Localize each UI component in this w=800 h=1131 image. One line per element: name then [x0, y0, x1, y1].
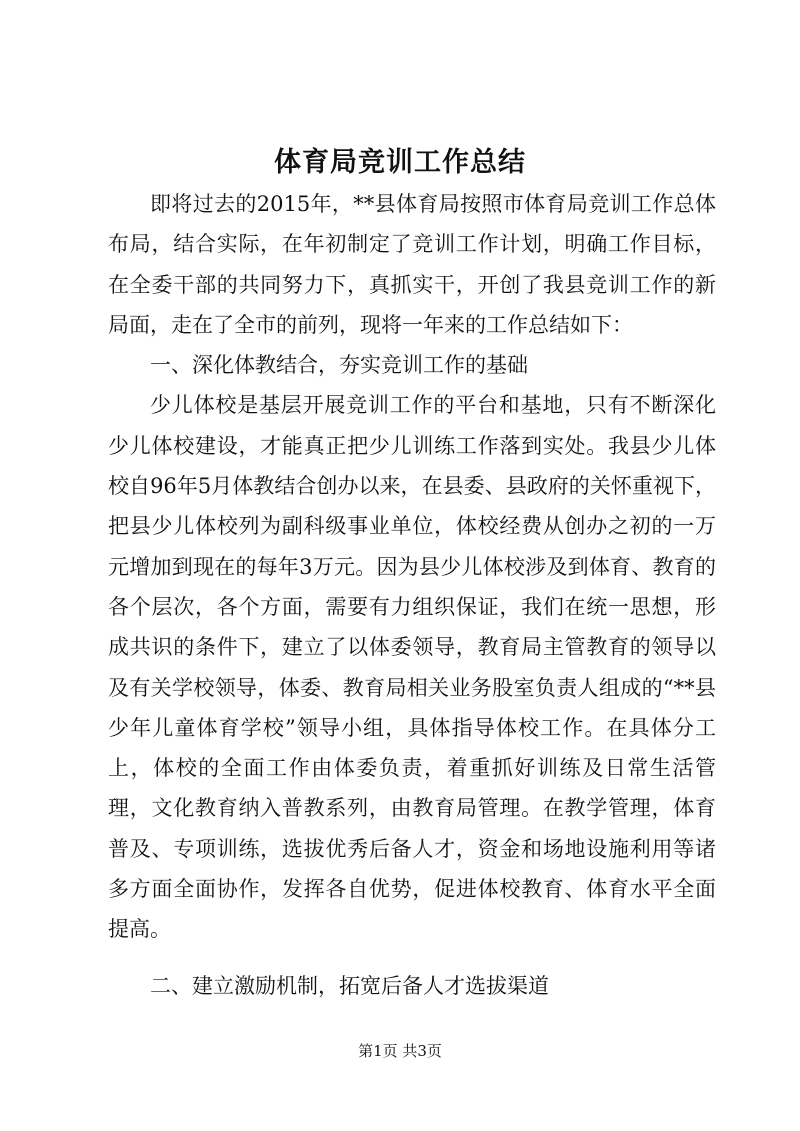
section-1-paragraph: 少儿体校是基层开展竞训工作的平台和基地，只有不断深化少儿体校建设，才能真正把少儿训练工作落到实处。我县少儿体校自96年5月体教结合创办以来，在县委、县政府的关怀重视下，把县少儿体校列为副科级事业单位，体校经费从创办之初的一万元增加到现在的每年3万元。因为县少儿体校涉及到体育、教育的各个层次，各个方面，需要有力组织保证，我们在统一思想，形成共识的条件下，建立了以体委领导，教育局主管教育的领导以及有关学校领导，体委、教育局相关业务股室负责人组成的“**县少年儿童体育学校”领导小组，具体指导体校工作。在具体分工上，体校的全面工作由体委负责，着重抓好训练及日常生活管理，文化教育纳入普教系列，由教育局管理。在教学管理，体育普及、专项训练，选拔优秀后备人才，资金和场地设施利用等诸多方面全面协作，发挥各自优势，促进体校教育、体育水平全面提高。 [108, 393, 716, 942]
document-title: 体育局竞训工作总结 [274, 147, 526, 178]
section-2-heading: 二、建立激励机制，拓宽后备人才选拔渠道 [150, 973, 549, 998]
document-body [108, 184, 716, 1006]
section-1-heading: 一、深化体教结合，夯实竞训工作的基础 [150, 353, 528, 378]
intro-paragraph: 即将过去的2015年，**县体育局按照市体育局竞训工作总体布局，结合实际，在年初制定了竞训工作计划，明确工作目标，在全委干部的共同努力下，真抓实干，开创了我县竞训工作的新局面，走在了全市的前列，现将一年来的工作总结如下： [108, 192, 716, 337]
page-footer: 第1页 共3页 [358, 1042, 442, 1060]
